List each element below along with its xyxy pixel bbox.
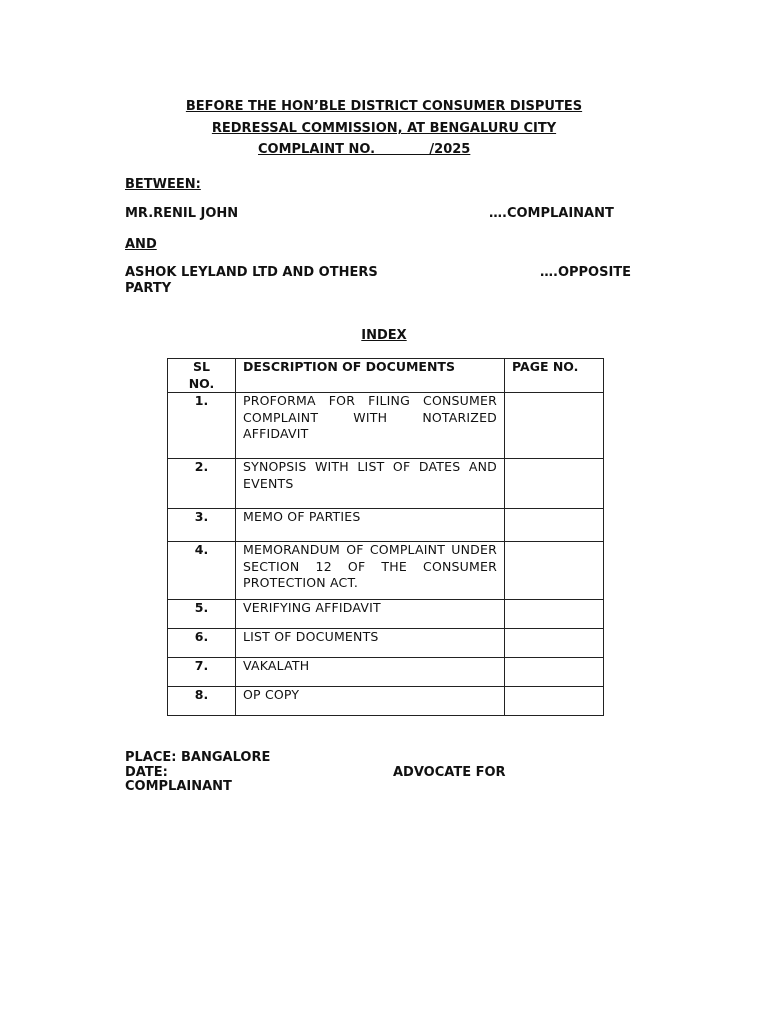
row-sl-number: 7. [168, 658, 236, 687]
table-row [168, 509, 604, 542]
table-row [168, 658, 604, 687]
place-line: PLACE: BANGALORE [125, 750, 271, 765]
and-label: AND [125, 237, 157, 252]
row-sl-number: 1. [168, 393, 236, 459]
header-description: DESCRIPTION OF DOCUMENTS [236, 359, 505, 393]
advocate-label-continued: COMPLAINANT [125, 779, 232, 794]
complaint-number: COMPLAINT NO. /2025 [258, 142, 471, 157]
table-row [168, 393, 604, 459]
table-row [168, 687, 604, 716]
complainant-role: ….COMPLAINANT [489, 206, 614, 221]
court-title-line-1: BEFORE THE HON’BLE DISTRICT CONSUMER DISPUTES [185, 99, 583, 114]
row-description: PROFORMA FOR FILING CONSUMER COMPLAINT WITH NOTARIZED AFFIDAVIT [236, 393, 505, 459]
advocate-label: ADVOCATE FOR [393, 765, 506, 780]
date-label: DATE: [125, 765, 168, 780]
row-sl-number: 8. [168, 687, 236, 716]
row-page-number [505, 687, 604, 716]
row-page-number [505, 459, 604, 509]
opposite-party-role-continued: PARTY [125, 281, 172, 296]
row-page-number [505, 629, 604, 658]
index-table [167, 358, 604, 716]
header-page-no: PAGE NO. [505, 359, 604, 393]
row-page-number [505, 542, 604, 600]
table-row [168, 629, 604, 658]
header-sl-line-1: SL [193, 359, 210, 374]
opposite-party-role: ….OPPOSITE [540, 265, 632, 280]
index-header-row [168, 359, 604, 393]
header-sl-no [168, 359, 236, 393]
row-sl-number: 6. [168, 629, 236, 658]
row-description: LIST OF DOCUMENTS [236, 629, 505, 658]
row-sl-number: 5. [168, 600, 236, 629]
row-description: OP COPY [236, 687, 505, 716]
row-description: MEMO OF PARTIES [236, 509, 505, 542]
row-sl-number: 4. [168, 542, 236, 600]
between-label: BETWEEN: [125, 177, 201, 192]
row-description: VERIFYING AFFIDAVIT [236, 600, 505, 629]
court-title-line-2: REDRESSAL COMMISSION, AT BENGALURU CITY [211, 121, 557, 136]
row-page-number [505, 509, 604, 542]
header-sl-line-2: NO. [188, 375, 215, 391]
opposite-party-name: ASHOK LEYLAND LTD AND OTHERS [125, 265, 378, 280]
table-row [168, 459, 604, 509]
row-page-number [505, 600, 604, 629]
table-row [168, 600, 604, 629]
row-sl-number: 3. [168, 509, 236, 542]
complainant-name: MR.RENIL JOHN [125, 206, 239, 221]
row-description: SYNOPSIS WITH LIST OF DATES AND EVENTS [236, 459, 505, 509]
index-title: INDEX [361, 328, 407, 343]
row-sl-number: 2. [168, 459, 236, 509]
row-page-number [505, 658, 604, 687]
row-description: VAKALATH [236, 658, 505, 687]
table-row [168, 542, 604, 600]
row-description: MEMORANDUM OF COMPLAINT UNDER SECTION 12 OF THE CONSUMER PROTECTION ACT. [236, 542, 505, 600]
row-page-number [505, 393, 604, 459]
